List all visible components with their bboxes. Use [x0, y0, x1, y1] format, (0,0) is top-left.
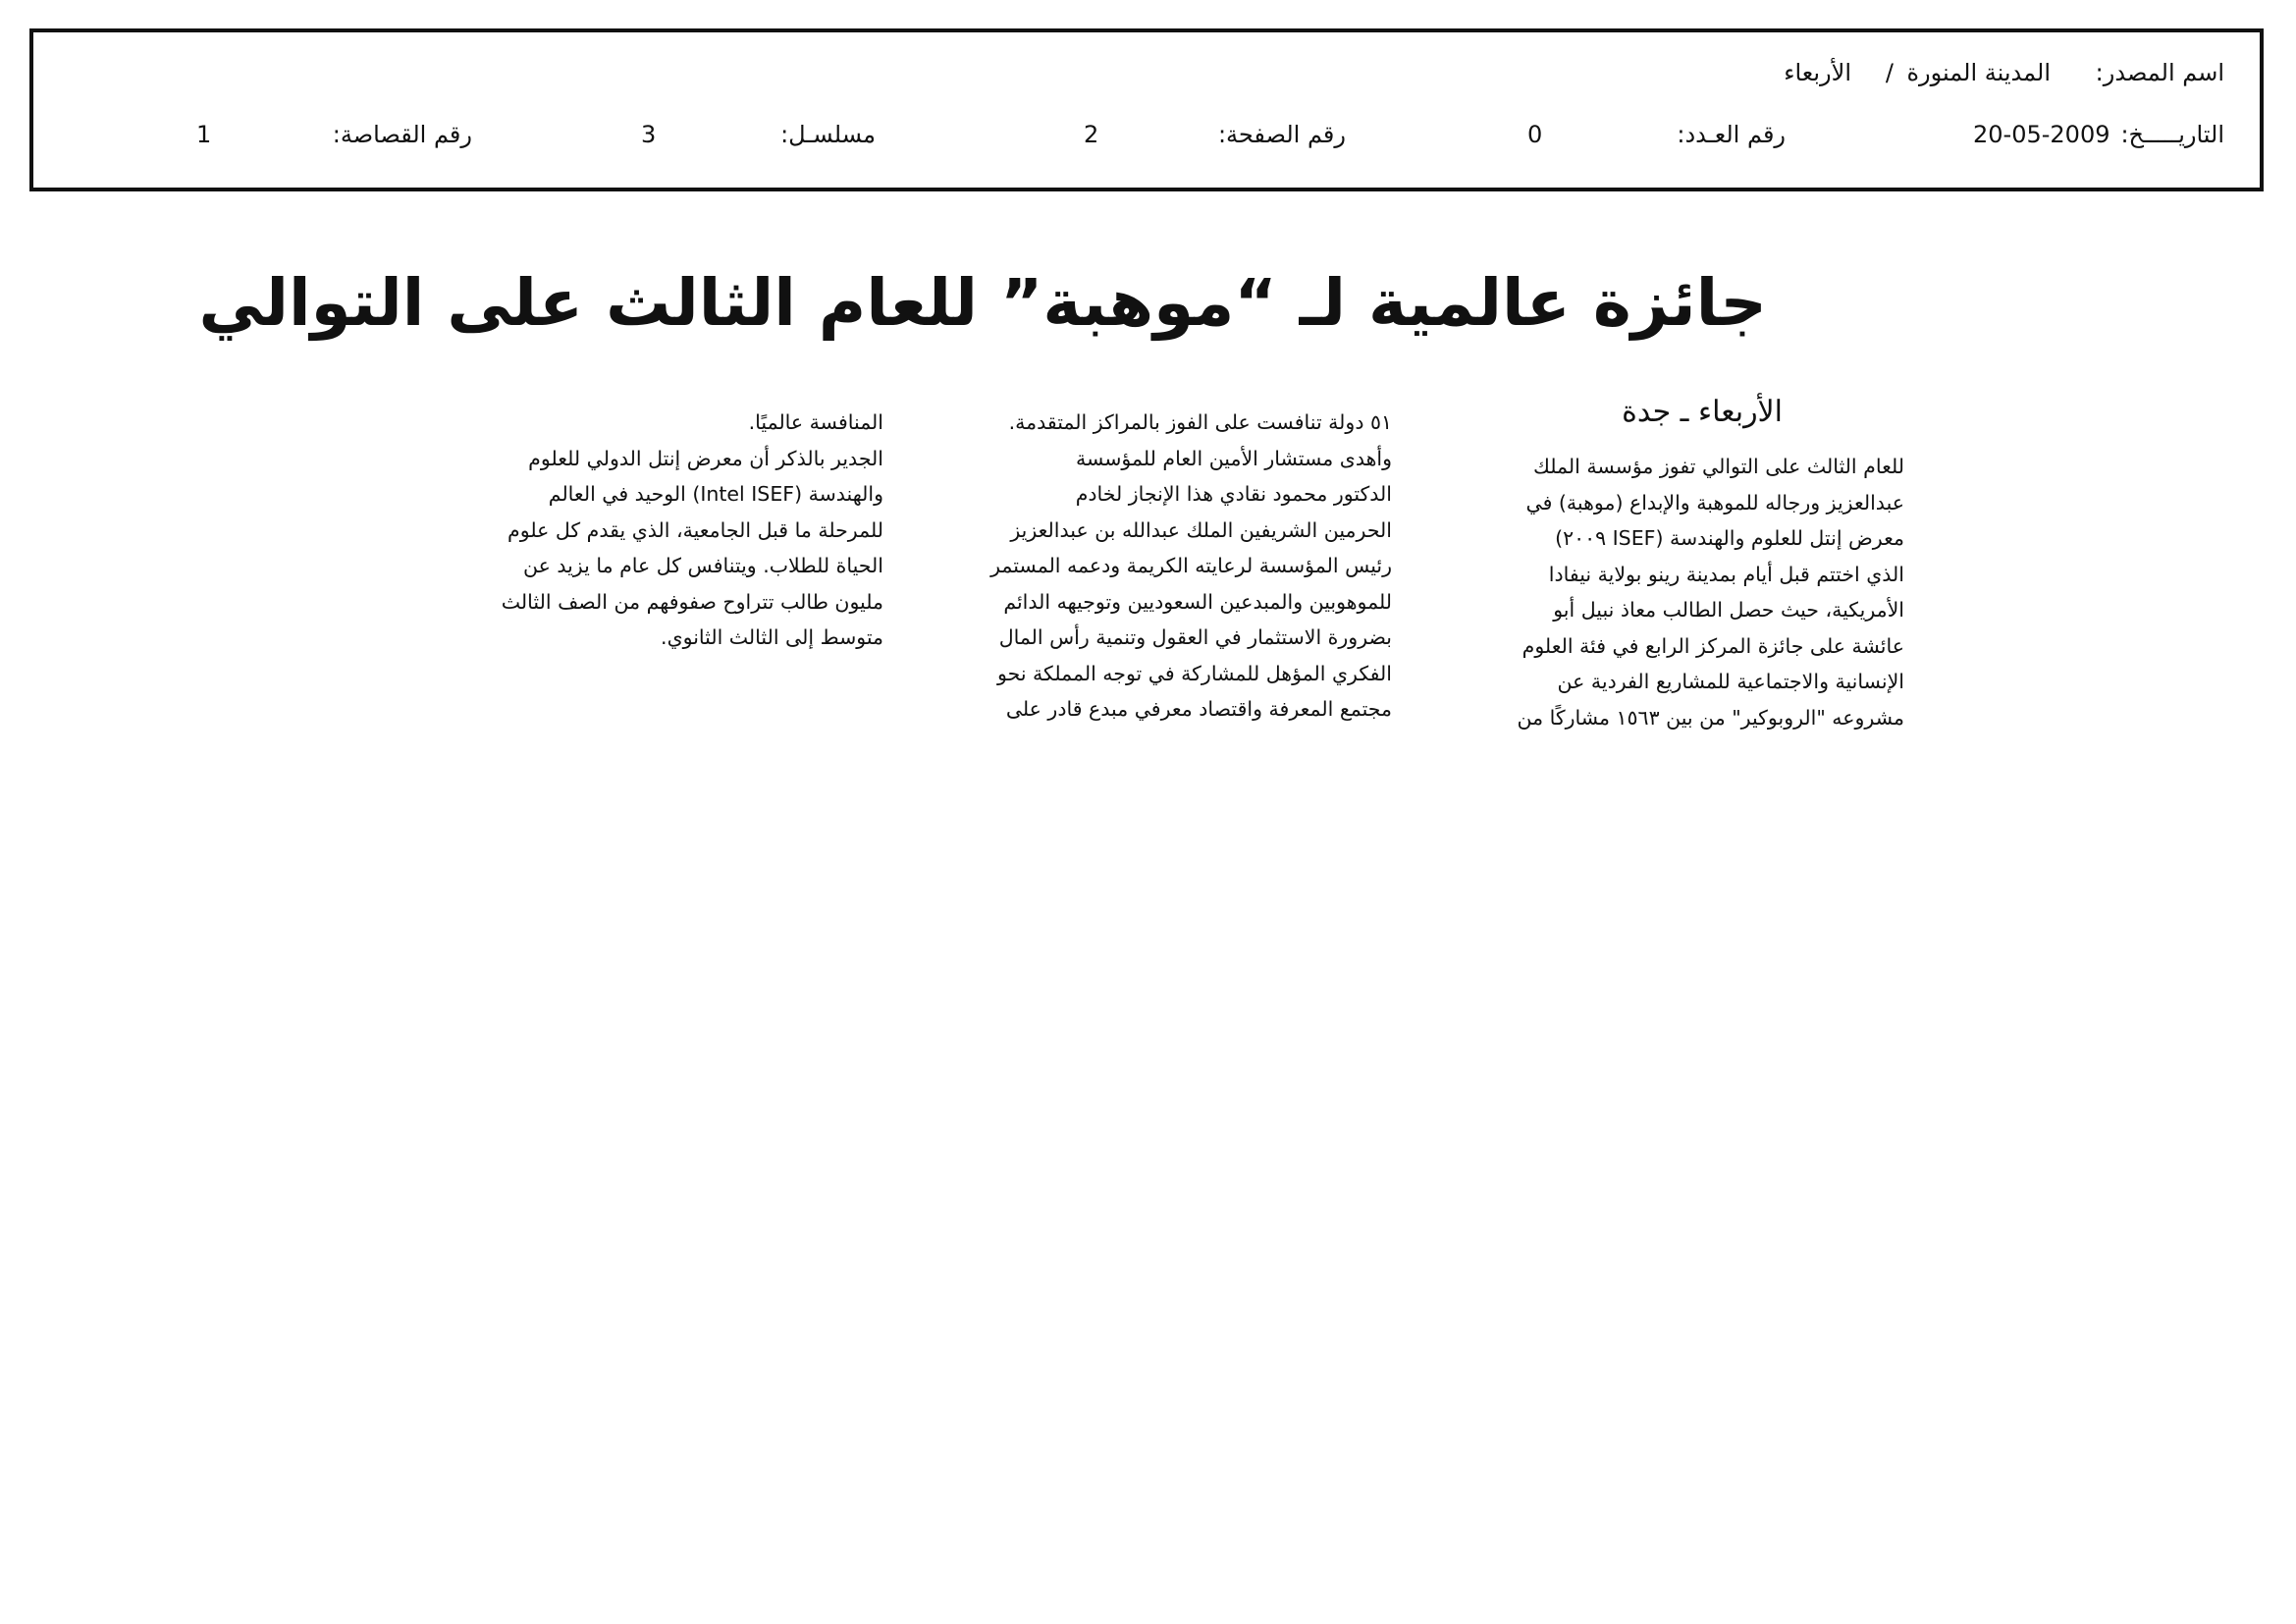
source-separator: / — [1885, 59, 1894, 86]
source-value: المدينة المنورة — [1906, 59, 2051, 86]
text-line: الأمريكية، حيث حصل الطالب معاذ نبيل أبو — [1553, 598, 1904, 622]
article-byline: الأربعاء ـ جدة — [1622, 395, 1783, 429]
publication-name: الأربعاء — [1784, 59, 1851, 86]
text-line: الفكري المؤهل للمشاركة في توجه المملكة نحو — [997, 661, 1392, 685]
article-column-left — [447, 405, 883, 656]
text-line: ٥١ دولة تنافست على الفوز بالمراكز المتقدمة. — [1008, 410, 1392, 434]
text-line: متوسط إلى الثالث الثانوي. — [661, 625, 883, 649]
article-column-middle — [955, 405, 1392, 728]
text-line: مشروعه "الروبوكير" من بين ١٥٦٣ مشاركًا من — [1517, 705, 1904, 730]
text-line: رئيس المؤسسة لرعايته الكريمة ودعمه المستمر — [990, 554, 1392, 577]
text-line: للعام الثالث على التوالي تفوز مؤسسة الملك — [1532, 455, 1904, 478]
text-line: الحياة للطلاب. ويتنافس كل عام ما يزيد عن — [522, 554, 883, 577]
serial-label: مسلسـل: — [780, 121, 876, 148]
text-line: للموهوبين والمبدعين السعوديين وتوجيهه الدائم — [1003, 589, 1392, 614]
date-value: 20-05-2009 — [1973, 121, 2110, 148]
clipping-label: رقم القصاصة: — [332, 121, 472, 148]
text-line: الجدير بالذكر أن معرض إنتل الدولي للعلوم — [528, 446, 883, 470]
issue-value: 0 — [1527, 121, 1543, 148]
issue-label: رقم العـدد: — [1677, 121, 1786, 148]
date-label: التاريـــــخ: — [2120, 121, 2224, 148]
text-line: عبدالعزيز ورجاله للموهبة والإبداع (موهبة) في — [1525, 490, 1904, 514]
text-line: بضرورة الاستثمار في العقول وتنمية رأس المال — [998, 625, 1392, 649]
text-line: والهندسة (Intel ISEF) الوحيد في العالم — [548, 482, 883, 506]
text-line: الإنسانية والاجتماعية للمشاريع الفردية عن — [1557, 670, 1904, 693]
page-label: رقم الصفحة: — [1217, 121, 1346, 148]
text-line: عائشة على جائزة المركز الرابع في فئة العلوم — [1522, 633, 1904, 658]
source-label: اسم المصدر: — [2095, 59, 2224, 86]
article-headline: جائزة عالمية لـ “موهبة” للعام الثالث على التوالي — [198, 265, 1767, 341]
article-column-right — [1468, 449, 1904, 735]
text-line: للمرحلة ما قبل الجامعية، الذي يقدم كل علوم — [507, 517, 883, 542]
text-line: وأهدى مستشار الأمين العام للمؤسسة — [1075, 446, 1392, 470]
text-line: الدكتور محمود نقادي هذا الإنجاز لخادم — [1075, 482, 1392, 506]
serial-value: 3 — [641, 121, 657, 148]
text-line: المنافسة عالميًا. — [748, 410, 883, 434]
text-line: معرض إنتل للعلوم والهندسة (ISEF ٢٠٠٩) — [1555, 526, 1904, 550]
text-line: الحرمين الشريفين الملك عبدالله بن عبدالعزيز — [1010, 517, 1392, 542]
metadata-box — [29, 28, 2264, 191]
text-line: الذي اختتم قبل أيام بمدينة رينو بولاية نيفادا — [1548, 562, 1904, 586]
text-line: مجتمع المعرفة واقتصاد معرفي مبدع قادر على — [1005, 697, 1392, 721]
clipping-value: 1 — [196, 121, 212, 148]
page-value: 2 — [1084, 121, 1099, 148]
text-line: مليون طالب تتراوح صفوفهم من الصف الثالث — [501, 589, 883, 614]
